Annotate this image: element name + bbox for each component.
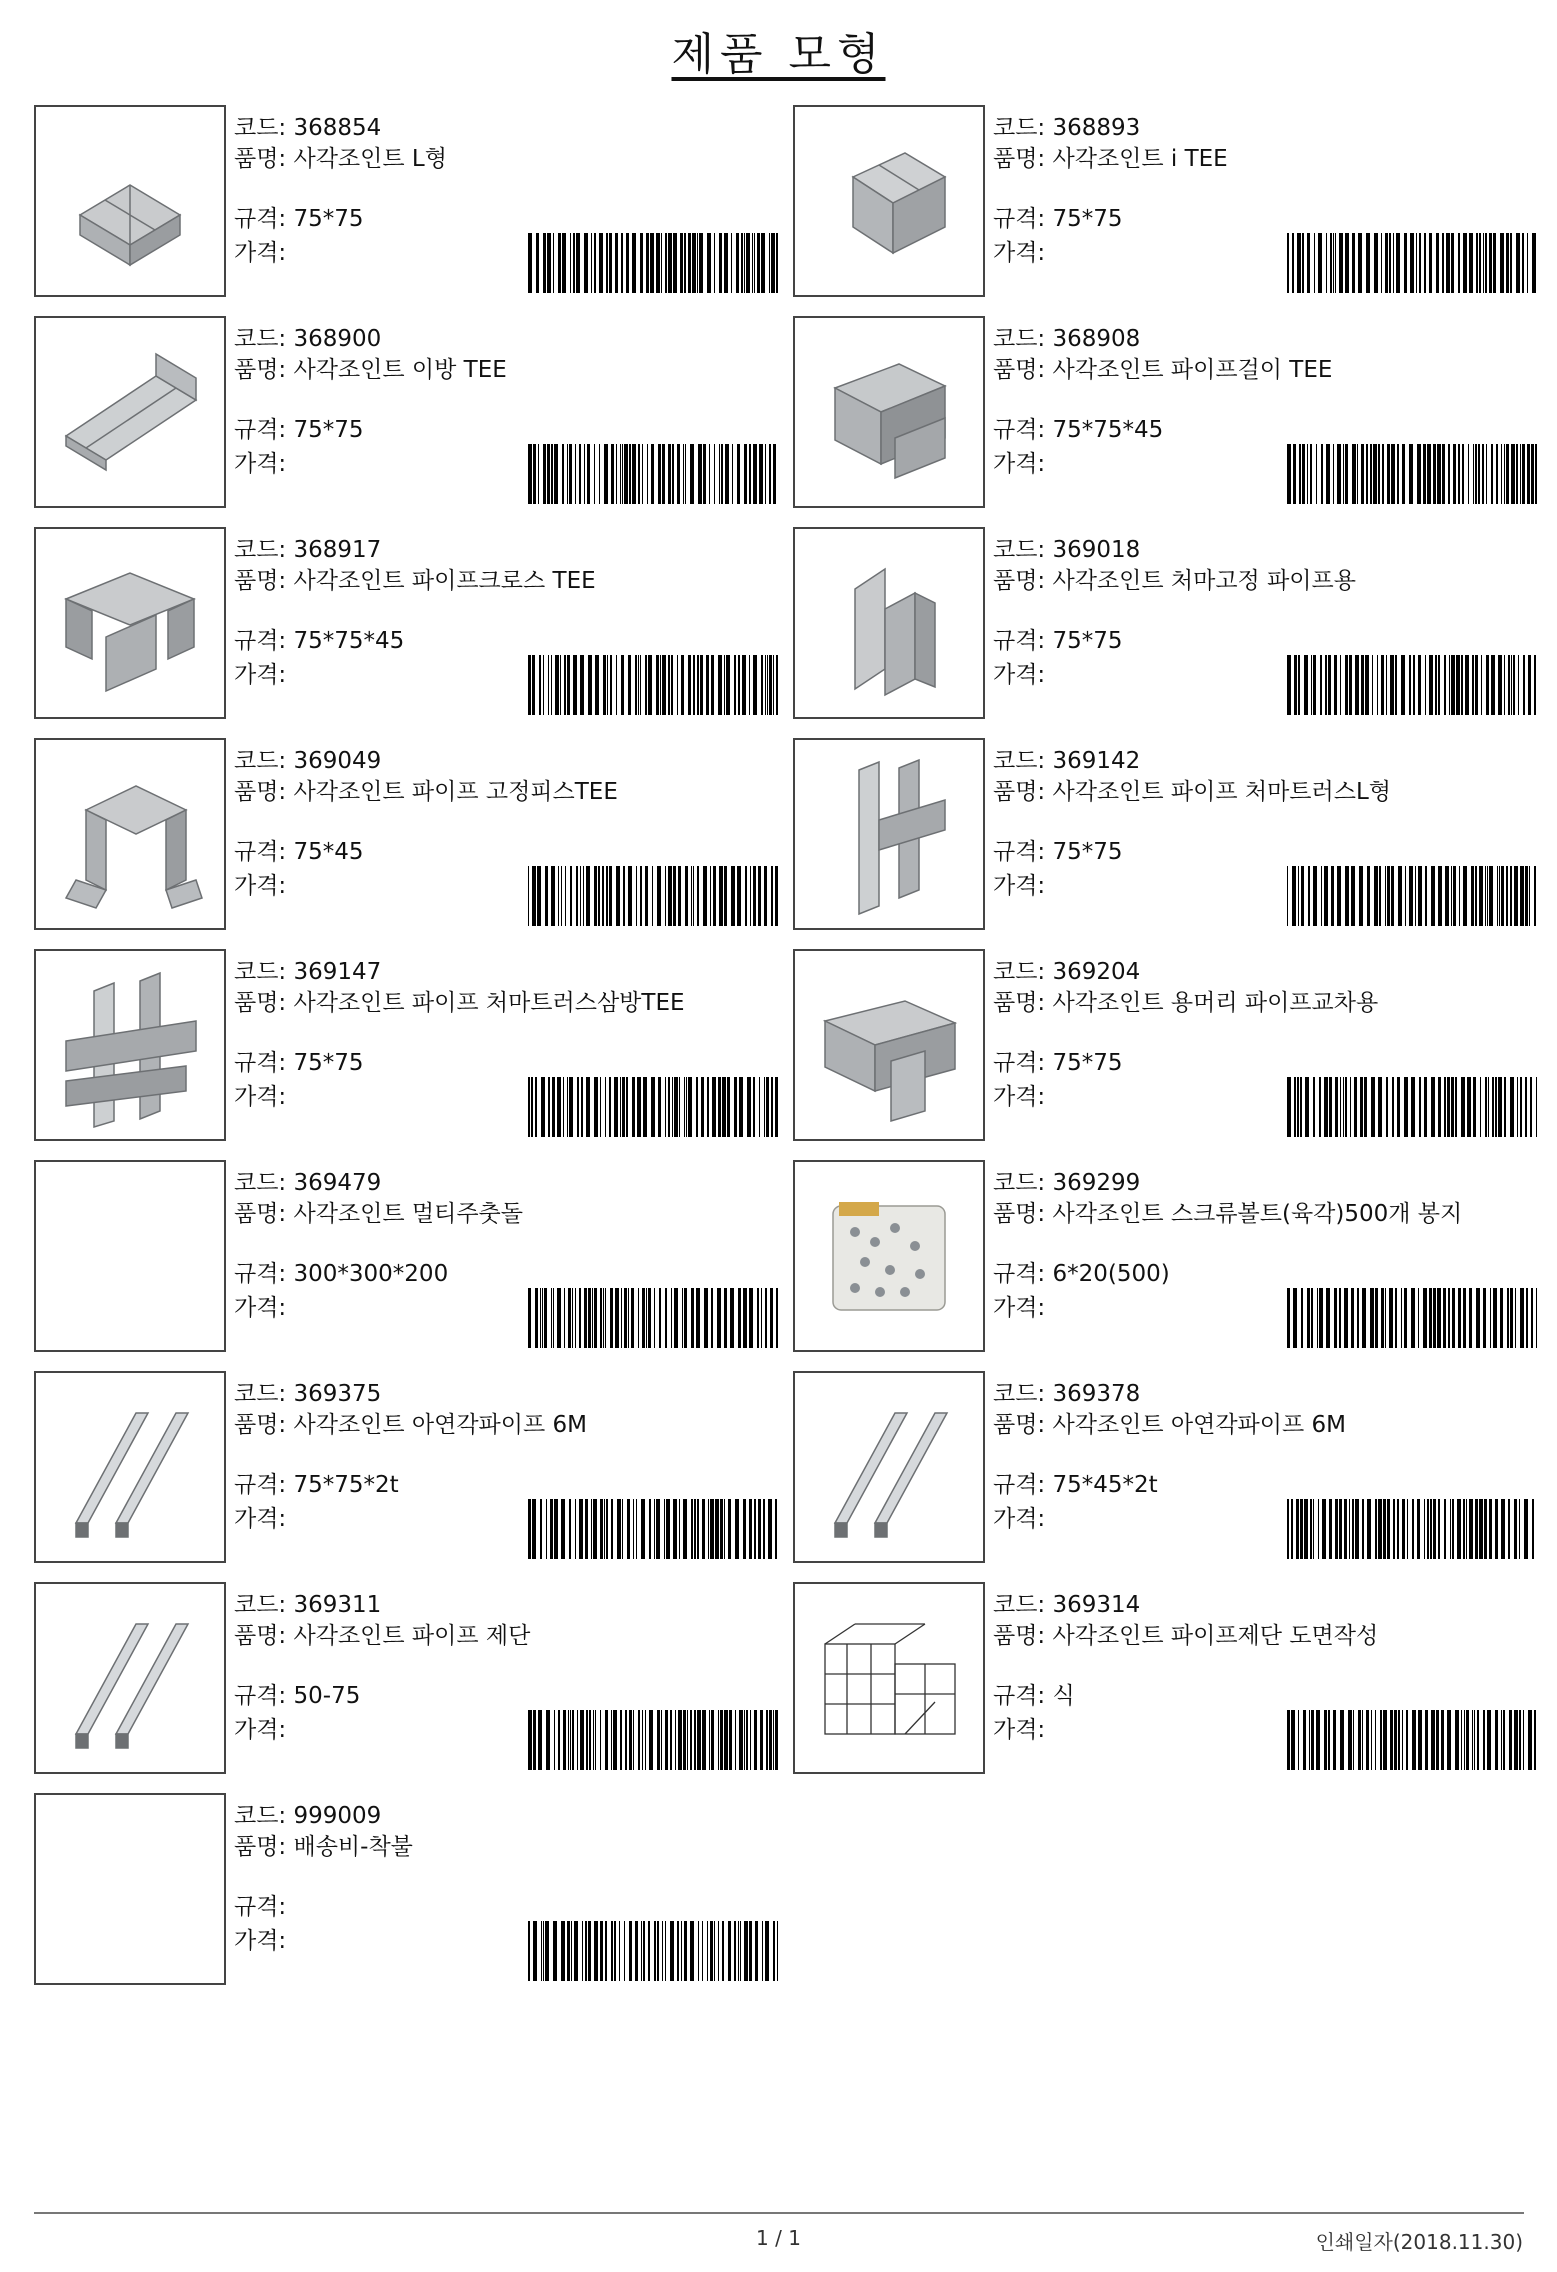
- product-code: 코드: 368908: [993, 326, 1141, 352]
- square-joint-ridge-cross-icon: [795, 951, 983, 1139]
- product-name: 품명: 사각조인트 용머리 파이프교차용: [993, 990, 1379, 1016]
- product-price: 가격:: [234, 1717, 287, 1743]
- product-image: [34, 316, 226, 508]
- product-spec: 규격: 300*300*200: [234, 1261, 449, 1287]
- product-code: 코드: 368900: [234, 326, 382, 352]
- product-item: [34, 1582, 789, 1774]
- product-image: [793, 527, 985, 719]
- product-code: 코드: 369314: [993, 1592, 1141, 1618]
- product-item: [34, 949, 789, 1141]
- square-joint-l-icon: [36, 107, 224, 295]
- page-number: 1 / 1: [756, 2226, 801, 2250]
- product-name: 품명: 사각조인트 L형: [234, 146, 447, 172]
- product-name: 품명: 사각조인트 파이프 제단: [234, 1623, 531, 1649]
- product-name: 품명: 사각조인트 파이프 처마트러스삼방TEE: [234, 990, 685, 1016]
- frame-structure-drawing-icon: [795, 1584, 983, 1772]
- product-item: [34, 738, 789, 930]
- product-name: 품명: 사각조인트 처마고정 파이프용: [993, 568, 1356, 594]
- barcode: [528, 1499, 778, 1559]
- product-code: 코드: 369378: [993, 1381, 1141, 1407]
- square-joint-i-tee-icon: [795, 107, 983, 295]
- product-name: 품명: 사각조인트 i TEE: [993, 146, 1228, 172]
- product-price: 가격:: [234, 1928, 287, 1954]
- barcode: [528, 444, 778, 504]
- product-code: 코드: 999009: [234, 1803, 382, 1829]
- square-joint-eave-fixing-icon: [795, 529, 983, 717]
- barcode: [528, 866, 778, 926]
- product-name: 품명: 사각조인트 파이프걸이 TEE: [993, 357, 1333, 383]
- product-item: [793, 1371, 1548, 1563]
- product-spec: 규격: 75*75*45: [993, 417, 1164, 443]
- product-price: 가격:: [993, 662, 1046, 688]
- product-image: [793, 105, 985, 297]
- product-code: 코드: 369204: [993, 959, 1141, 985]
- product-image: [34, 105, 226, 297]
- product-name: 품명: 사각조인트 멀티주춧돌: [234, 1201, 523, 1227]
- product-price: 가격:: [993, 1084, 1046, 1110]
- barcode: [1287, 444, 1537, 504]
- product-item: [793, 738, 1548, 930]
- barcode: [1287, 1499, 1537, 1559]
- product-spec: 규격: 75*75: [993, 1050, 1123, 1076]
- product-price: 가격:: [993, 451, 1046, 477]
- product-code: 코드: 369049: [234, 748, 382, 774]
- product-price: 가격:: [993, 1717, 1046, 1743]
- product-item: [793, 316, 1548, 508]
- product-item: [34, 1793, 789, 1985]
- barcode: [528, 1921, 778, 1981]
- product-price: 가격:: [234, 873, 287, 899]
- product-name: 품명: 사각조인트 파이프제단 도면작성: [993, 1623, 1379, 1649]
- product-code: 코드: 369299: [993, 1170, 1141, 1196]
- square-pipe-icon: [36, 1373, 224, 1561]
- product-image: [34, 738, 226, 930]
- product-image: [793, 1371, 985, 1563]
- product-item: [793, 1160, 1548, 1352]
- screw-bolt-bag-icon: [795, 1162, 983, 1350]
- product-code: 코드: 369375: [234, 1381, 382, 1407]
- product-image: [34, 527, 226, 719]
- product-price: 가격:: [993, 240, 1046, 266]
- product-name: 품명: 사각조인트 파이프 처마트러스L형: [993, 779, 1391, 805]
- barcode: [528, 655, 778, 715]
- product-item: [793, 527, 1548, 719]
- product-spec: 규격: 75*75: [993, 206, 1123, 232]
- product-name: 품명: 배송비-착불: [234, 1834, 413, 1860]
- square-joint-pipe-cross-tee-icon: [36, 529, 224, 717]
- product-image: [793, 738, 985, 930]
- product-code: 코드: 369018: [993, 537, 1141, 563]
- product-item: [793, 105, 1548, 297]
- product-code: 코드: 368893: [993, 115, 1141, 141]
- barcode: [1287, 233, 1537, 293]
- product-price: 가격:: [234, 1084, 287, 1110]
- product-image: [793, 1160, 985, 1352]
- square-pipe-icon: [36, 1584, 224, 1772]
- product-name: 품명: 사각조인트 아연각파이프 6M: [234, 1412, 587, 1438]
- print-date: 인쇄일자(2018.11.30): [1315, 2230, 1523, 2254]
- square-pipe-icon: [795, 1373, 983, 1561]
- square-joint-pipe-hanger-tee-icon: [795, 318, 983, 506]
- barcode: [528, 233, 778, 293]
- product-spec: 규격:: [234, 1894, 287, 1920]
- product-spec: 규격: 75*75*45: [234, 628, 405, 654]
- product-name: 품명: 사각조인트 파이프크로스 TEE: [234, 568, 596, 594]
- product-item: [34, 1160, 789, 1352]
- square-joint-fixing-piece-tee-icon: [36, 740, 224, 928]
- product-image: [793, 949, 985, 1141]
- product-name: 품명: 사각조인트 파이프 고정피스TEE: [234, 779, 618, 805]
- product-spec: 규격: 75*75: [993, 839, 1123, 865]
- product-code: 코드: 369479: [234, 1170, 382, 1196]
- product-spec: 규격: 75*75: [993, 628, 1123, 654]
- product-name: 품명: 사각조인트 이방 TEE: [234, 357, 507, 383]
- square-joint-eave-truss-l-icon: [795, 740, 983, 928]
- product-code: 코드: 369311: [234, 1592, 382, 1618]
- barcode: [1287, 1710, 1537, 1770]
- product-item: [793, 949, 1548, 1141]
- product-image: [34, 1371, 226, 1563]
- product-price: 가격:: [234, 1506, 287, 1532]
- product-spec: 규격: 75*45*2t: [993, 1472, 1158, 1498]
- product-price: 가격:: [993, 873, 1046, 899]
- product-name: 품명: 사각조인트 아연각파이프 6M: [993, 1412, 1346, 1438]
- product-code: 코드: 368854: [234, 115, 382, 141]
- square-joint-eave-truss-three-way-icon: [36, 951, 224, 1139]
- barcode: [1287, 866, 1537, 926]
- product-spec: 규격: 75*75: [234, 206, 364, 232]
- product-price: 가격:: [234, 451, 287, 477]
- product-spec: 규격: 식: [993, 1683, 1075, 1709]
- product-image: [34, 1160, 226, 1352]
- barcode: [528, 1288, 778, 1348]
- product-item: [34, 316, 789, 508]
- product-image: [793, 316, 985, 508]
- product-item: [34, 1371, 789, 1563]
- barcode: [1287, 1077, 1537, 1137]
- product-spec: 규격: 50-75: [234, 1683, 361, 1709]
- product-image: [34, 1793, 226, 1985]
- product-name: 품명: 사각조인트 스크류볼트(육각)500개 봉지: [993, 1201, 1463, 1227]
- product-price: 가격:: [234, 1295, 287, 1321]
- product-code: 코드: 368917: [234, 537, 382, 563]
- product-spec: 규격: 6*20(500): [993, 1261, 1170, 1287]
- product-image: [793, 1582, 985, 1774]
- product-spec: 규격: 75*45: [234, 839, 364, 865]
- barcode: [528, 1077, 778, 1137]
- product-item: [34, 527, 789, 719]
- square-joint-two-way-tee-icon: [36, 318, 224, 506]
- page-title: 제품 모형: [671, 29, 886, 80]
- product-image: [34, 949, 226, 1141]
- product-item: [793, 1582, 1548, 1774]
- product-spec: 규격: 75*75*2t: [234, 1472, 399, 1498]
- product-item: [34, 105, 789, 297]
- product-price: 가격:: [234, 240, 287, 266]
- product-price: 가격:: [234, 662, 287, 688]
- barcode: [1287, 655, 1537, 715]
- product-spec: 규격: 75*75: [234, 417, 364, 443]
- product-image: [34, 1582, 226, 1774]
- product-spec: 규격: 75*75: [234, 1050, 364, 1076]
- product-code: 코드: 369147: [234, 959, 382, 985]
- barcode: [1287, 1288, 1537, 1348]
- product-price: 가격:: [993, 1506, 1046, 1532]
- footer-divider: [34, 2212, 1524, 2214]
- barcode: [528, 1710, 778, 1770]
- product-code: 코드: 369142: [993, 748, 1141, 774]
- product-price: 가격:: [993, 1295, 1046, 1321]
